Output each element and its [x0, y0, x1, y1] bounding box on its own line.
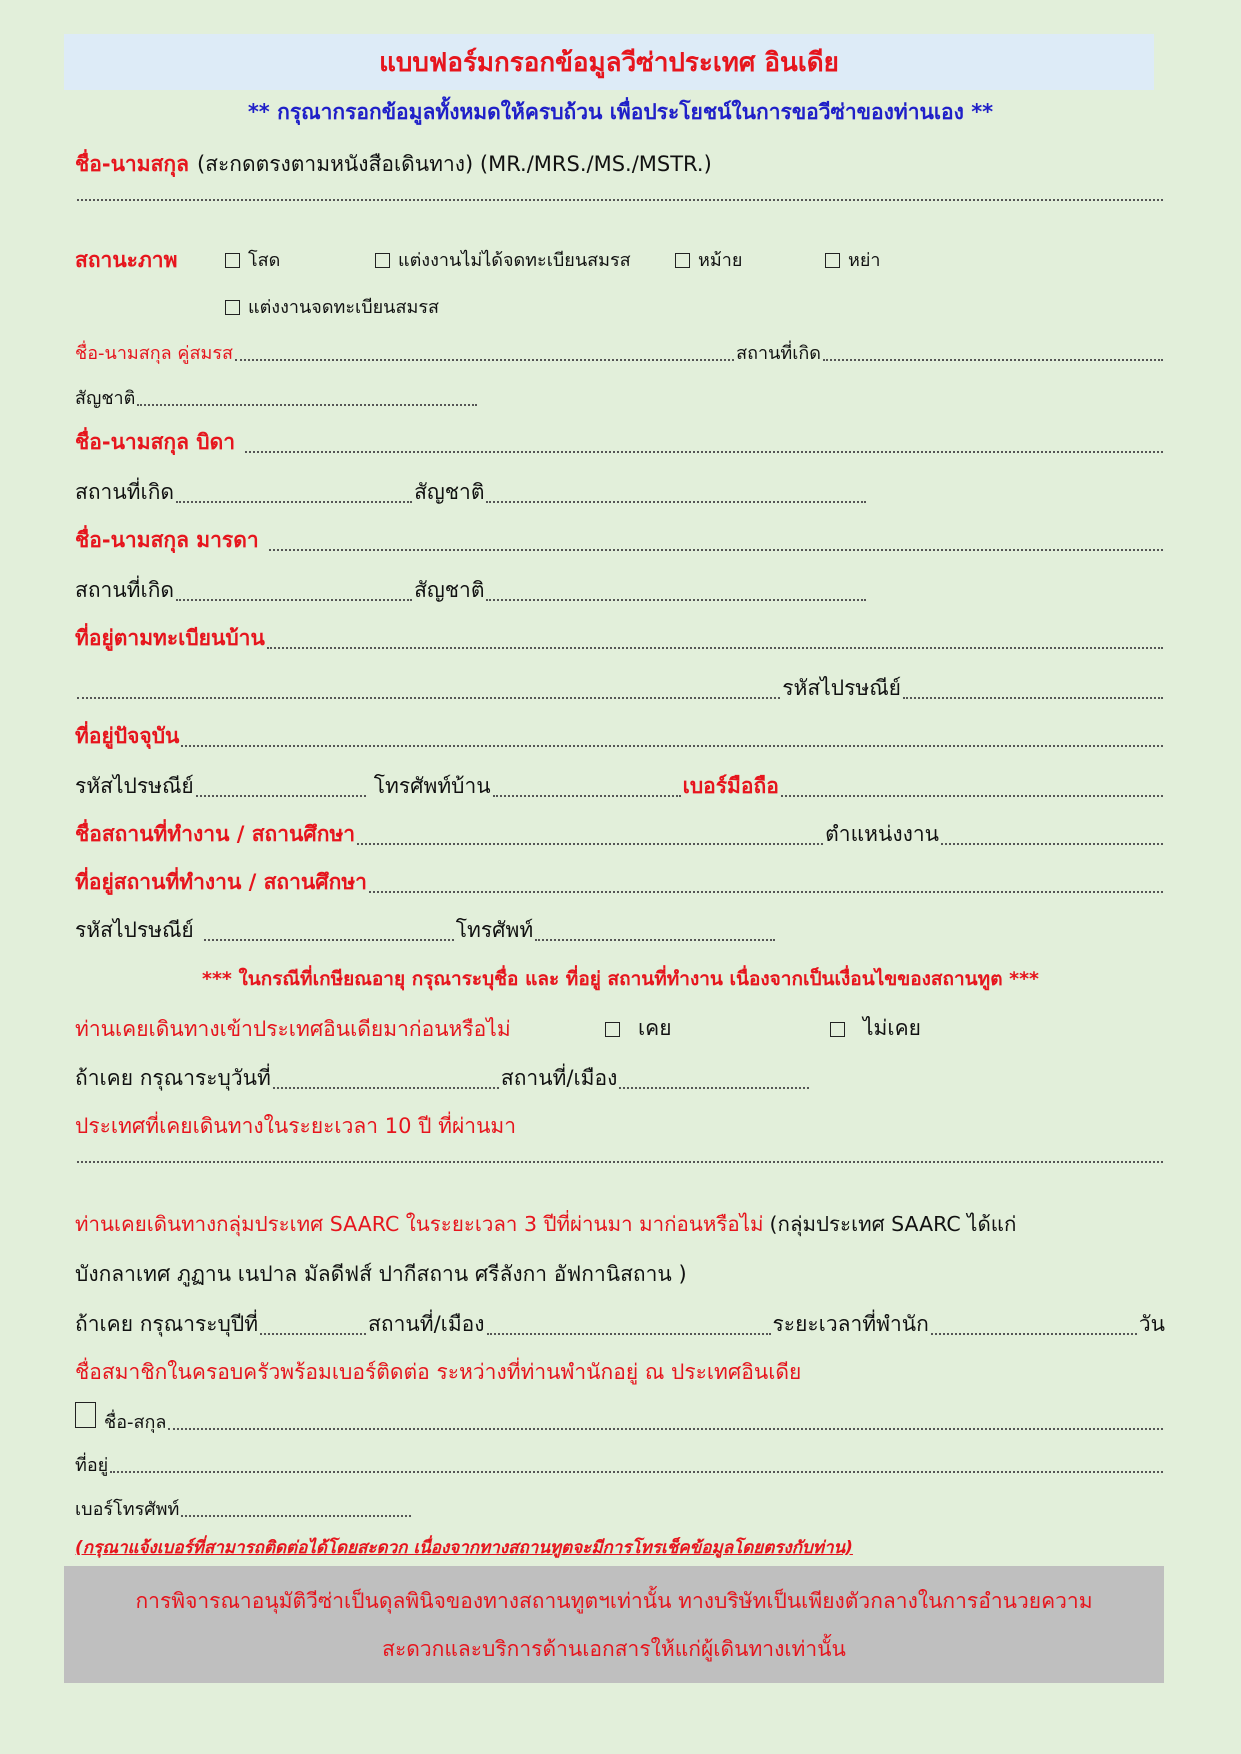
- mother-nationality-field[interactable]: [486, 598, 866, 601]
- registered-address-field[interactable]: [267, 646, 1163, 649]
- name-label-row: [75, 148, 1165, 181]
- father-nationality-label: สัญชาติ: [414, 480, 485, 504]
- position-label: ตำแหน่งงาน: [825, 822, 939, 846]
- saarc-place-label: สถานที่/เมือง: [368, 1312, 485, 1336]
- name-label: ชื่อ-นามสกุล: [75, 152, 189, 176]
- mobile-field[interactable]: [781, 794, 1163, 797]
- father-birthplace-label: สถานที่เกิด: [75, 480, 175, 504]
- checkbox-icon[interactable]: [375, 253, 390, 268]
- current-contact-row: [75, 770, 1165, 803]
- name-field[interactable]: [77, 198, 1163, 201]
- india-date-field[interactable]: [273, 1086, 499, 1089]
- name-hint: (สะกดตรงตามหนังสือเดินทาง) (MR./MRS./MS./MSTR.): [196, 152, 712, 176]
- india-place-label: สถานที่/เมือง: [500, 1066, 618, 1090]
- saarc-duration-label: ระยะเวลาที่พำนัก: [772, 1312, 929, 1336]
- family-name-row: [75, 1402, 1165, 1436]
- marital-option-registered[interactable]: แต่งงานจดทะเบียนสมรส: [225, 292, 439, 321]
- workplace-name-field[interactable]: [357, 842, 823, 845]
- marital-option-single[interactable]: โสด: [225, 245, 375, 274]
- current-postcode-field[interactable]: [196, 794, 366, 797]
- spouse-nationality-field[interactable]: [137, 403, 477, 406]
- workplace-address-label: ที่อยู่สถานที่ทำงาน / สถานศึกษา: [75, 870, 367, 894]
- india-travel-question: ท่านเคยเดินทางเข้าประเทศอินเดียมาก่อนหรือไม่: [75, 1017, 511, 1041]
- current-address-label: ที่อยู่ปัจจุบัน: [75, 724, 180, 748]
- mother-birthplace-field[interactable]: [176, 598, 412, 601]
- spouse-birthplace-field[interactable]: [823, 358, 1163, 361]
- india-travel-details-row: [75, 1062, 1165, 1095]
- father-details-row: [75, 476, 1165, 509]
- countries-10y-input-row: [75, 1160, 1165, 1169]
- registered-address-label: ที่อยู่ตามทะเบียนบ้าน: [75, 626, 265, 650]
- mother-details-row: [75, 574, 1165, 607]
- checkbox-icon[interactable]: [605, 1022, 620, 1037]
- spouse-birthplace-label: สถานที่เกิด: [736, 343, 821, 364]
- saarc-note-row: [75, 1258, 1165, 1291]
- workplace-postcode-field[interactable]: [204, 938, 454, 941]
- marital-label: สถานะภาพ: [75, 248, 178, 272]
- retired-note: *** ในกรณีที่เกษียณอายุ กรุณาระบุชื่อ และ ที่อยู่ สถานที่ทำงาน เนื่องจากเป็นเงื่อนไขของสถานทูต ***: [202, 968, 1039, 990]
- saarc-year-label: ถ้าเคย กรุณาระบุปีที่: [75, 1312, 259, 1336]
- mobile-label: เบอร์มือถือ: [682, 774, 779, 798]
- position-field[interactable]: [941, 842, 1163, 845]
- countries-10y-row: [75, 1110, 1165, 1143]
- registered-address-row: [75, 622, 1165, 655]
- marital-option-widowed[interactable]: หม้าย: [675, 245, 825, 274]
- father-label: ชื่อ-นามสกุล บิดา: [75, 430, 236, 454]
- current-address-field[interactable]: [181, 744, 1163, 747]
- title-box: [64, 34, 1154, 90]
- checkbox-icon[interactable]: [825, 253, 840, 268]
- india-travel-no[interactable]: ไม่เคย: [830, 1012, 921, 1045]
- registered-address-field-2[interactable]: [77, 696, 780, 699]
- father-nationality-field[interactable]: [486, 500, 866, 503]
- checkbox-icon[interactable]: [675, 253, 690, 268]
- mother-label: ชื่อ-นามสกุล มารดา: [75, 528, 259, 552]
- family-address-field[interactable]: [110, 1470, 1163, 1473]
- family-phone-row: [75, 1494, 1165, 1523]
- marital-row: [75, 244, 1165, 277]
- footer-line-1: การพิจารณาอนุมัติวีซ่าเป็นดุลพินิจของทางสถานทูตฯเท่านั้น ทางบริษัทเป็นเพียงตัวกลางในการอำนวยความ: [135, 1588, 1093, 1613]
- registered-postcode-label: รหัสไปรษณีย์: [782, 676, 901, 700]
- father-birthplace-field[interactable]: [176, 500, 412, 503]
- workplace-postcode-label: รหัสไปรษณีย์: [75, 918, 194, 942]
- india-travel-yes[interactable]: เคย: [605, 1012, 830, 1045]
- saarc-note-1: (กลุ่มประเทศ SAARC ได้แก่: [769, 1212, 1017, 1236]
- countries-10y-label: ประเทศที่เคยเดินทางในระยะเวลา 10 ปี ที่ผ่านมา: [75, 1114, 517, 1138]
- mother-nationality-label: สัญชาติ: [414, 578, 485, 602]
- marital-option-unregistered[interactable]: แต่งงานไม่ได้จดทะเบียนสมรส: [375, 245, 675, 274]
- spouse-name-field[interactable]: [235, 358, 734, 361]
- current-postcode-label: รหัสไปรษณีย์: [75, 774, 194, 798]
- saarc-details-row: [75, 1308, 1165, 1341]
- father-row: [75, 426, 1165, 459]
- saarc-place-field[interactable]: [487, 1332, 771, 1335]
- current-address-row: [75, 720, 1165, 753]
- saarc-note-2: บังกลาเทศ ภูฏาน เนปาล มัลดีฟส์ ปากีสถาน ศรีลังกา อัฟกานิสถาน ): [75, 1262, 687, 1286]
- family-phone-field[interactable]: [181, 1514, 411, 1517]
- saarc-row: [75, 1208, 1165, 1241]
- india-date-label: ถ้าเคย กรุณาระบุวันที่: [75, 1066, 271, 1090]
- registered-address-row-2: [75, 672, 1165, 705]
- marital-row-2: [225, 292, 1025, 321]
- footer-line-2: สะดวกและบริการด้านเอกสารให้แก่ผู้เดินทางเท่านั้น: [382, 1636, 846, 1661]
- family-name-field[interactable]: [168, 1427, 1163, 1430]
- saarc-year-field[interactable]: [260, 1332, 366, 1335]
- saarc-days-label: วัน: [1138, 1312, 1165, 1336]
- checkbox-icon[interactable]: [830, 1022, 845, 1037]
- spouse-nationality-label: สัญชาติ: [75, 388, 136, 409]
- home-phone-field[interactable]: [493, 794, 681, 797]
- marital-option-divorced[interactable]: หย่า: [825, 245, 881, 274]
- mother-name-field[interactable]: [269, 548, 1163, 551]
- checkbox-icon[interactable]: [225, 300, 240, 315]
- family-contact-row: [75, 1356, 1165, 1389]
- footer-disclaimer: [64, 1566, 1164, 1683]
- home-phone-label: โทรศัพท์บ้าน: [373, 774, 491, 798]
- family-name-label: ชื่อ-สกุล: [104, 1412, 167, 1433]
- mother-birthplace-label: สถานที่เกิด: [75, 578, 175, 602]
- spouse-label: ชื่อ-นามสกุล คู่สมรส: [75, 343, 233, 364]
- saarc-duration-field[interactable]: [931, 1332, 1137, 1335]
- workplace-address-field[interactable]: [369, 890, 1163, 893]
- india-place-field[interactable]: [619, 1086, 809, 1089]
- india-travel-row: [75, 1012, 1165, 1046]
- workplace-contact-row: [75, 914, 1165, 947]
- checkbox-icon[interactable]: [75, 1402, 96, 1428]
- family-phone-label: เบอร์โทรศัพท์: [75, 1499, 180, 1520]
- name-input-row[interactable]: [75, 198, 1165, 207]
- family-contact-label: ชื่อสมาชิกในครอบครัวพร้อมเบอร์ติดต่อ ระหว่างที่ท่านพำนักอยู่ ณ ประเทศอินเดีย: [75, 1360, 802, 1384]
- form-subtitle: ** กรุณากรอกข้อมูลทั้งหมดให้ครบถ้วน เพื่อประโยชน์ในการขอวีซ่าของท่านเอง **: [247, 100, 994, 124]
- workplace-row: [75, 818, 1165, 851]
- family-address-row: [75, 1450, 1165, 1479]
- form-title: แบบฟอร์มกรอกข้อมูลวีซ่าประเทศ อินเดีย: [379, 47, 839, 78]
- phone-note: (กรุณาแจ้งเบอร์ที่สามารถติดต่อได้โดยสะดวก เนื่องจากทางสถานทูตจะมีการโทรเช็คข้อมูลโดยตรงกับท่าน): [75, 1538, 853, 1558]
- registered-postcode-field[interactable]: [903, 696, 1163, 699]
- mother-row: [75, 524, 1165, 557]
- saarc-question: ท่านเคยเดินทางกลุ่มประเทศ SAARC ในระยะเวลา 3 ปีที่ผ่านมา มาก่อนหรือไม่: [75, 1212, 764, 1236]
- spouse-row: [75, 338, 1165, 367]
- workplace-address-row: [75, 866, 1165, 899]
- spouse-nationality-row: [75, 383, 1165, 412]
- checkbox-icon[interactable]: [225, 253, 240, 268]
- countries-10y-field[interactable]: [77, 1160, 1163, 1163]
- family-address-label: ที่อยู่: [75, 1455, 109, 1476]
- workplace-name-label: ชื่อสถานที่ทำงาน / สถานศึกษา: [75, 822, 356, 846]
- workplace-phone-field[interactable]: [535, 938, 775, 941]
- father-name-field[interactable]: [245, 450, 1163, 453]
- workplace-phone-label: โทรศัพท์: [455, 918, 534, 942]
